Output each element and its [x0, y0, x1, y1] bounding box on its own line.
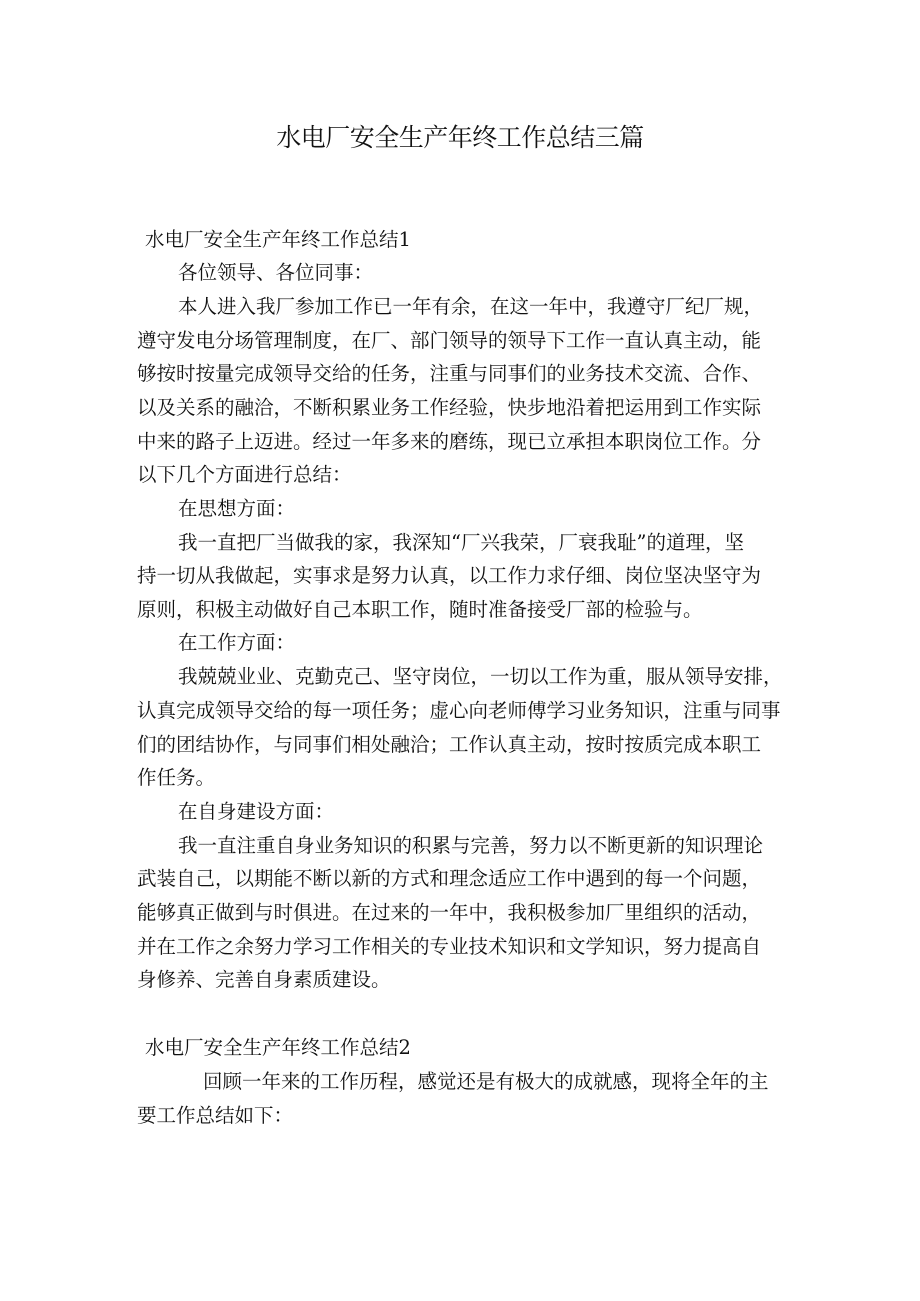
- paragraph-line: 要工作总结如下：: [137, 1104, 294, 1127]
- paragraph-line: 回顾一年来的工作历程，感觉还是有极大的成就感，现将全年的主: [203, 1070, 769, 1093]
- paragraph-line: 我一直注重自身业务知识的积累与完善，努力以不断更新的知识理论: [178, 834, 764, 857]
- subheading-work: 在工作方面：: [178, 631, 296, 654]
- paragraph-line: 够按时按量完成领导交给的任务，注重与同事们的业务技术交流、合作、: [137, 362, 762, 385]
- paragraph-line: 遵守发电分场管理制度，在厂、部门领导的领导下工作一直认真主动，能: [137, 329, 762, 352]
- paragraph-line: 我一直把厂当做我的家，我深知“厂兴我荣，厂衰我耻”的道理，坚: [178, 531, 744, 554]
- subheading-thought: 在思想方面：: [178, 497, 296, 520]
- paragraph-line: 武装自己，以期能不断以新的方式和理念适应工作中遇到的每一个问题，: [137, 867, 762, 890]
- paragraph-line: 身修养、完善自身素质建设。: [137, 968, 391, 991]
- document-title: 水电厂安全生产年终工作总结三篇: [276, 123, 644, 152]
- paragraph-line: 们的团结协作，与同事们相处融洽；工作认真主动，按时按质完成本职工: [137, 733, 762, 756]
- section-heading-1: 水电厂安全生产年终工作总结1: [145, 228, 411, 251]
- paragraph-line: 持一切从我做起，实事求是努力认真，以工作力求仔细、岗位坚决坚守为: [137, 564, 762, 587]
- paragraph-line: 以及关系的融洽，不断积累业务工作经验，快步地沿着把运用到工作实际: [137, 396, 762, 419]
- section-heading-2: 水电厂安全生产年终工作总结2: [145, 1036, 411, 1059]
- paragraph-line: 本人进入我厂参加工作已一年有余，在这一年中，我遵守厂纪厂规，: [178, 295, 764, 318]
- paragraph-line: 作任务。: [137, 766, 216, 789]
- subheading-self-development: 在自身建设方面：: [178, 800, 335, 823]
- paragraph-line: 原则，积极主动做好自己本职工作，随时准备接受厂部的检验与。: [137, 598, 703, 621]
- paragraph-line: 中来的路子上迈进。经过一年多来的磨练，现已立承担本职岗位工作。分: [137, 430, 762, 453]
- paragraph-line: 以下几个方面进行总结：: [137, 463, 352, 486]
- paragraph-line: 我兢兢业业、克勤克己、坚守岗位，一切以工作为重，服从领导安排，: [178, 665, 783, 688]
- paragraph-line: 并在工作之余努力学习工作相关的专业技术知识和文学知识，努力提高自: [137, 935, 762, 958]
- paragraph-line: 认真完成领导交给的每一项任务；虚心向老师傅学习业务知识，注重与同事: [137, 699, 781, 722]
- salutation: 各位领导、各位同事：: [178, 261, 374, 284]
- paragraph-line: 能够真正做到与时俱进。在过来的一年中，我积极参加厂里组织的活动，: [137, 901, 762, 924]
